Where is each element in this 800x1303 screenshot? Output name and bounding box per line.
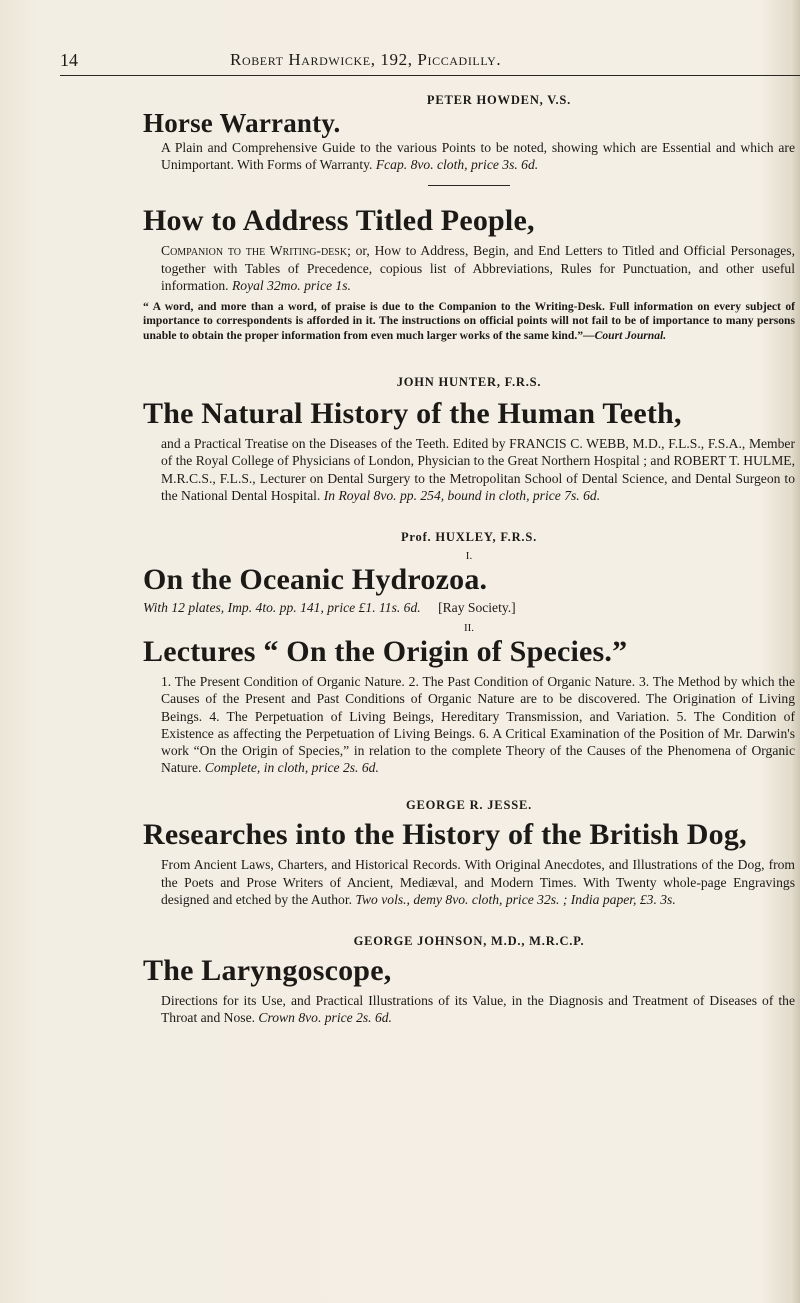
entry-price (143, 599, 795, 616)
entry-author: JOHN HUNTER, F.R.S. (396, 375, 542, 390)
entry-title: On the Oceanic Hydrozoa. (143, 563, 488, 597)
description-text: 1. The Present Condition of Organic Nature. 2. The Past Condition of Organic Nature. 3. The Method by which the Causes of the Present and Past Conditions of Organic Nature are to be discovered. The Origination of Living Beings. 4. The Perpetuation of Living Beings, Hereditary Transmission, and Variation. 5. The Condition of Existence as affecting the Perpetuation of Living Beings. 6. A Critical Examination of the Position of Mr. Darwin's work “On the Origin of Species,” in relation to the complete Theory of the Causes of the Phenomena of Organic Nature. (161, 674, 795, 776)
entry-author: PETER HOWDEN, V.S. (426, 93, 572, 107)
price-line: Complete, in cloth, price 2s. 6d. (204, 760, 379, 776)
section-divider (428, 185, 510, 186)
quote-source: —Court Journal. (583, 328, 667, 342)
description-text: From Ancient Laws, Charters, and Historical Records. With Original Anecdotes, and Illustrations of the Dog, from the Poets and Prose Writers of Ancient, Mediæval, and Modern Times. With Twenty whole-page Engravings designed and etched by the Author. (161, 857, 795, 907)
price-line: Two vols., demy 8vo. cloth, price 32s. ; India paper, £3. 3s. (355, 891, 676, 907)
entry-title-2: Lectures “ On the Origin of Species.” (143, 635, 628, 669)
roman-numeral: II. (463, 622, 475, 635)
entry-title: The Natural History of the Human Teeth, (143, 397, 682, 431)
entry-horse-warranty (143, 91, 795, 173)
description-text: Directions for its Use, and Practical Illustrations of its Value, in the Diagnosis and Treatment of Diseases of the Throat and Nose. (161, 993, 795, 1026)
spacer (143, 908, 795, 932)
entry-title: Researches into the History of the British Dog, (143, 818, 747, 852)
press-quote (143, 300, 795, 343)
entry-description (161, 856, 795, 908)
entry-description (161, 992, 795, 1026)
entry-titled-people (143, 204, 795, 343)
spacer (143, 343, 795, 373)
price-line: With 12 plates, Imp. 4to. pp. 141, price £1. 11s. 6d. (143, 600, 421, 616)
page-number: 14 (60, 50, 78, 70)
entry-huxley (143, 528, 795, 776)
roman-numeral: I. (465, 550, 473, 563)
catalogue-content (143, 91, 795, 1026)
entry-title: How to Address Titled People, (143, 204, 535, 238)
entry-title: Horse Warranty. (143, 108, 341, 138)
entry-description (161, 435, 795, 504)
description-text: A Plain and Comprehensive Guide to the various Points to be noted, showing which are Essential and which are Unimportant. With Forms of Warranty. (161, 140, 795, 173)
price-line: In Royal 8vo. pp. 254, bound in cloth, price 7s. 6d. (323, 487, 601, 503)
page-header (60, 48, 780, 74)
entry-author: GEORGE JOHNSON, M.D., M.R.C.P. (353, 934, 585, 949)
description-text: ; or, How to Address, Begin, and End Letters to Titled and Official Personages, together with Tables of Precedence, copious list of Abbreviations, Rules for Punctuation, and other useful information. (161, 243, 795, 293)
entry-subtitle: Companion to the Writing-desk (161, 243, 348, 259)
description-text: and a Practical Treatise on the Diseases of the Teeth. Edited by FRANCIS C. WEBB, M.D., F.L.S., F.S.A., Member of the Royal College of Physicians of London, Physician to the Great Northern Hospital ; and ROBERT T. HULME, M.R.C.S., F.L.S., Lecturer on Dental Surgery to the Metropolitan School of Dental Science, and Dental Surgeon to the National Dental Hospital. (161, 436, 795, 503)
entry-description (161, 242, 795, 294)
price-line: Fcap. 8vo. cloth, price 3s. 6d. (375, 157, 539, 173)
header-rule (60, 75, 800, 76)
spacer (143, 776, 795, 796)
entry-author: GEORGE R. JESSE. (405, 798, 533, 813)
spacer (143, 504, 795, 528)
series-note: [Ray Society.] (438, 600, 516, 616)
price-line: Royal 32mo. price 1s. (231, 277, 351, 293)
running-title: Robert Hardwicke, 192, Piccadilly. (230, 50, 502, 69)
entry-british-dog (143, 796, 795, 908)
entry-title: The Laryngoscope, (143, 954, 392, 988)
entry-human-teeth (143, 373, 795, 504)
quote-text: “ A word, and more than a word, of praise is due to the Companion to the Writing-Desk. Full information on every subject of importance to correspondents is afforded in it. The instructions on official points will not fail to be of importance to many persons unable to obtain the proper information from even much larger works of the same kind.” (143, 300, 795, 342)
entry-description (161, 139, 795, 173)
entry-description (161, 673, 795, 776)
entry-author: Prof. HUXLEY, F.R.S. (400, 530, 538, 545)
price-line: Crown 8vo. price 2s. 6d. (258, 1010, 392, 1026)
entry-laryngoscope (143, 932, 795, 1026)
